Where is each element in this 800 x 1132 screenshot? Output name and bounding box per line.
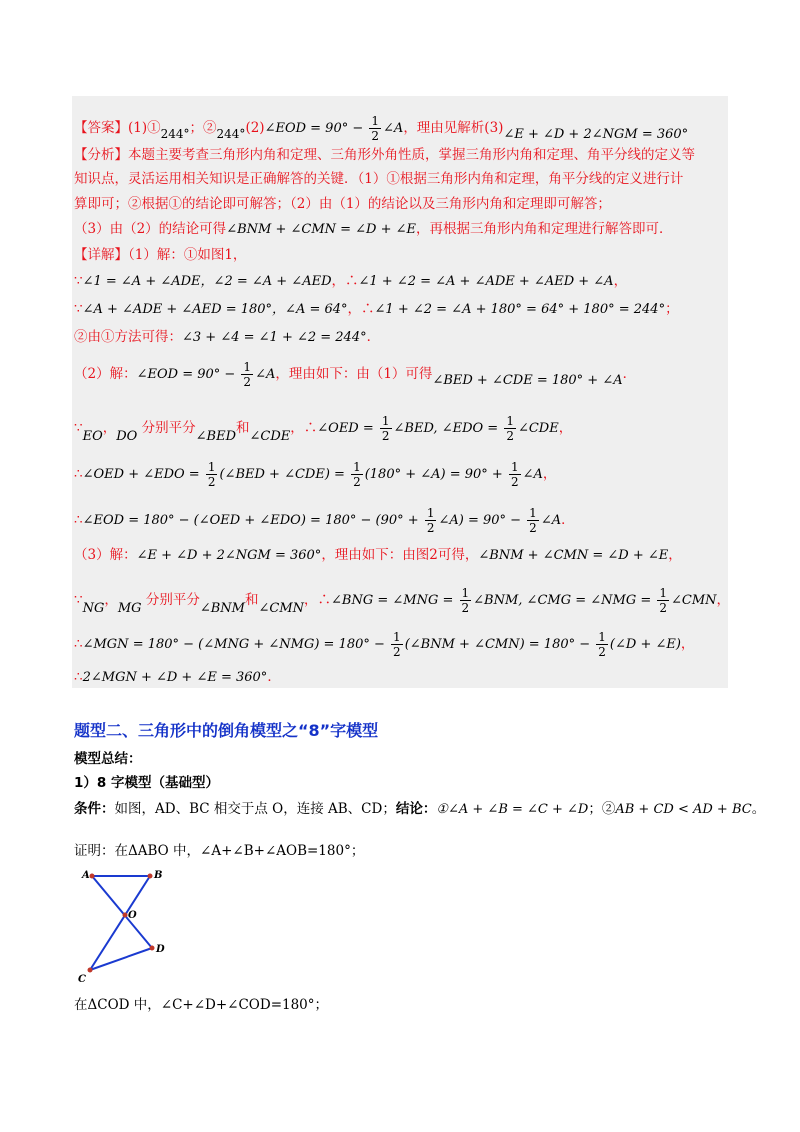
detail-line-10: ∵NG，MG 分别平分∠BNM和∠CMN，∴∠BNG = ∠MNG = $\frac{1}{2}$ ∠BNM, ∠CMG = ∠NMG = $\frac{1}{2}$ ∠CMN， — [74, 586, 731, 616]
detail-line-1: 【详解】（1）解：①如图1， — [74, 247, 247, 263]
analysis-line-3: 算即可；②根据①的结论即可解答；（2）由（1）的结论以及三角形内角和定理即可解答； — [74, 196, 611, 212]
analysis-line-4: （3）由（2）的结论可得∠BNM + ∠CMN = ∠D + ∠E，再根据三角形内角和定理进行解答即可． — [74, 221, 673, 237]
answer-tag: 【答案】 — [74, 120, 128, 136]
label-o: O — [128, 910, 137, 921]
detail-line-4: ②由①方法可得：∠3 + ∠4 = ∠1 + ∠2 = 244°． — [74, 329, 381, 345]
label-a: A — [82, 870, 90, 881]
detail-line-5: （2）解：∠EOD = 90° − $\frac{1}{2}$ ∠A，理由如下：由（1）可得∠BED + ∠CDE = 180° + ∠A． — [74, 360, 637, 389]
model-summary-label: 模型总结： — [74, 751, 142, 767]
detail-line-11: ∴∠MGN = 180° − (∠MNG + ∠NMG) = 180° − $\frac{1}{2}$ (∠BNM + ∠CMN) = 180° − $\frac{1}{2}$ (∠D + ∠E)， — [74, 630, 695, 659]
point-a — [90, 874, 95, 879]
fraction-half: $\frac{1}{2}$ — [371, 114, 380, 143]
figure-8-diagram — [74, 866, 174, 986]
label-c: C — [78, 974, 86, 985]
segment-cd — [90, 948, 152, 970]
detail-line-9: （3）解：∠E + ∠D + 2∠NGM = 360°，理由如下：由图2可得，∠BNM + ∠CMN = ∠D + ∠E， — [74, 547, 682, 563]
point-c — [88, 968, 93, 973]
label-d: D — [156, 944, 165, 955]
proof-line-2: 在ΔCOD 中，∠C+∠D+∠COD=180°； — [74, 997, 329, 1013]
detail-line-7: ∴∠OED + ∠EDO = $\frac{1}{2}$ (∠BED + ∠CDE) = $\frac{1}{2}$ (180° + ∠A) = 90° + $\frac{1}{2}$ ∠A， — [74, 460, 557, 489]
detail-line-8: ∴∠EOD = 180° − (∠OED + ∠EDO) = 180° − (90° + $\frac{1}{2}$ ∠A) = 90° − $\frac{1}{2}$ ∠A． — [74, 506, 575, 535]
answer-line: 【答案】(1)①244°；②244°(2)∠EOD = 90° − $\frac{1}{2}$ ∠A，理由见解析(3)∠E + ∠D + 2∠NGM = 360° — [74, 114, 689, 143]
model-subtitle: 1）8 字模型（基础型） — [74, 775, 219, 791]
detail-line-2: ∵∠1 = ∠A + ∠ADE，∠2 = ∠A + ∠AED，∴∠1 + ∠2 = ∠A + ∠ADE + ∠AED + ∠A， — [74, 273, 628, 289]
condition-line: 条件：如图，AD、BC 相交于点 O，连接 AB、CD；结论：①∠A + ∠B = ∠C + ∠D；②AB + CD < AD + BC。 — [74, 801, 766, 817]
point-o — [123, 913, 128, 918]
label-b: B — [154, 870, 163, 881]
analysis-line-2: 知识点，灵活运用相关知识是正确解答的关键．（1）①根据三角形内角和定理，角平分线的定义进行计 — [74, 171, 684, 187]
analysis-line-1: 【分析】本题主要考查三角形内角和定理、三角形外角性质，掌握三角形内角和定理、角平分线的定义等 — [74, 147, 695, 163]
detail-line-3: ∵∠A + ∠ADE + ∠AED = 180°，∠A = 64°，∴∠1 + ∠2 = ∠A + 180° = 64° + 180° = 244°； — [74, 301, 679, 317]
detail-line-6: ∵EO，DO 分别平分∠BED和∠CDE，∴∠OED = $\frac{1}{2}$ ∠BED, ∠EDO = $\frac{1}{2}$ ∠CDE， — [74, 414, 573, 444]
section-title: 题型二、三角形中的倒角模型之“8”字模型 — [74, 721, 379, 740]
point-b — [148, 874, 153, 879]
point-d — [150, 946, 155, 951]
proof-line-1: 证明：在ΔABO 中，∠A+∠B+∠AOB=180°； — [74, 843, 365, 859]
detail-line-12: ∴2∠MGN + ∠D + ∠E = 360°． — [74, 669, 281, 685]
segment-bc — [90, 876, 150, 970]
